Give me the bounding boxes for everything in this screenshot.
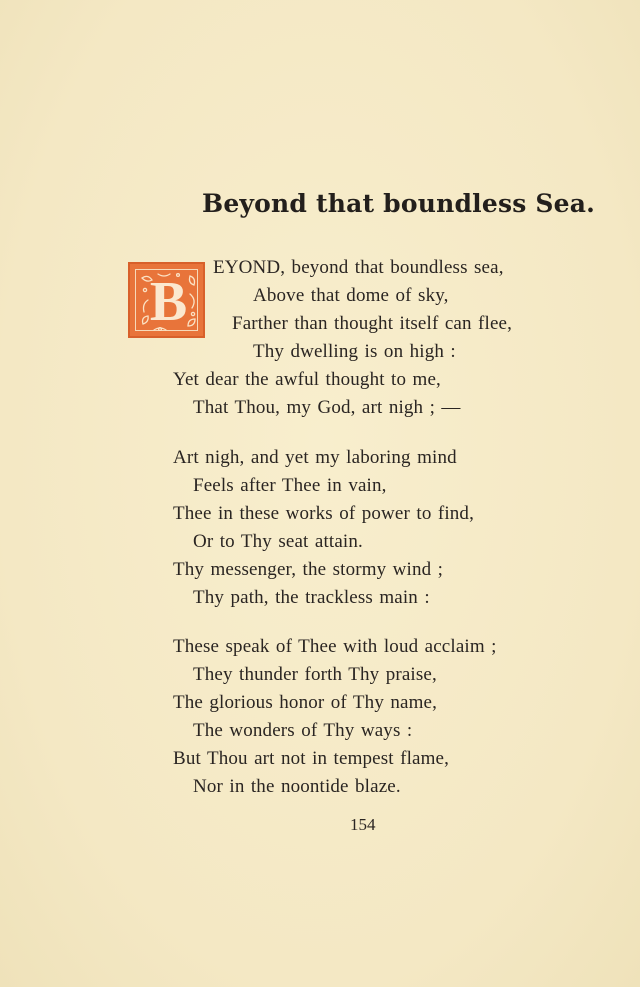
- poem-line: They thunder forth Thy praise,: [193, 664, 437, 685]
- poem-line: Feels after Thee in vain,: [193, 475, 387, 496]
- poem-line: That Thou, my God, art nigh ; —: [193, 397, 461, 418]
- page-number: 154: [350, 815, 376, 834]
- poem-line: These speak of Thee with loud acclaim ;: [173, 636, 497, 657]
- drop-cap-letter: B: [149, 271, 188, 333]
- poem-line: But Thou art not in tempest flame,: [173, 748, 450, 769]
- poem-line: The glorious honor of Thy name,: [173, 692, 438, 713]
- poem-line: The wonders of Thy ways :: [193, 720, 413, 741]
- poem-line: Art nigh, and yet my laboring mind: [173, 447, 457, 468]
- poem-line: Above that dome of sky,: [253, 285, 449, 306]
- poem-line: Yet dear the awful thought to me,: [173, 369, 441, 390]
- poem-line: Thy messenger, the stormy wind ;: [173, 559, 444, 580]
- poem-line: Farther than thought itself can flee,: [232, 313, 513, 334]
- poem-line: Thy path, the trackless main :: [193, 587, 430, 608]
- poem-line: Nor in the noontide blaze.: [193, 776, 401, 797]
- poem-title: Beyond that boundless Sea.: [202, 189, 596, 218]
- poem-line: EYOND, beyond that boundless sea,: [213, 257, 504, 278]
- poem-line: Thee in these works of power to find,: [173, 503, 474, 524]
- poem-line: Thy dwelling is on high :: [253, 341, 456, 362]
- poem-line: Or to Thy seat attain.: [193, 531, 363, 552]
- drop-cap-ornament: [128, 262, 205, 338]
